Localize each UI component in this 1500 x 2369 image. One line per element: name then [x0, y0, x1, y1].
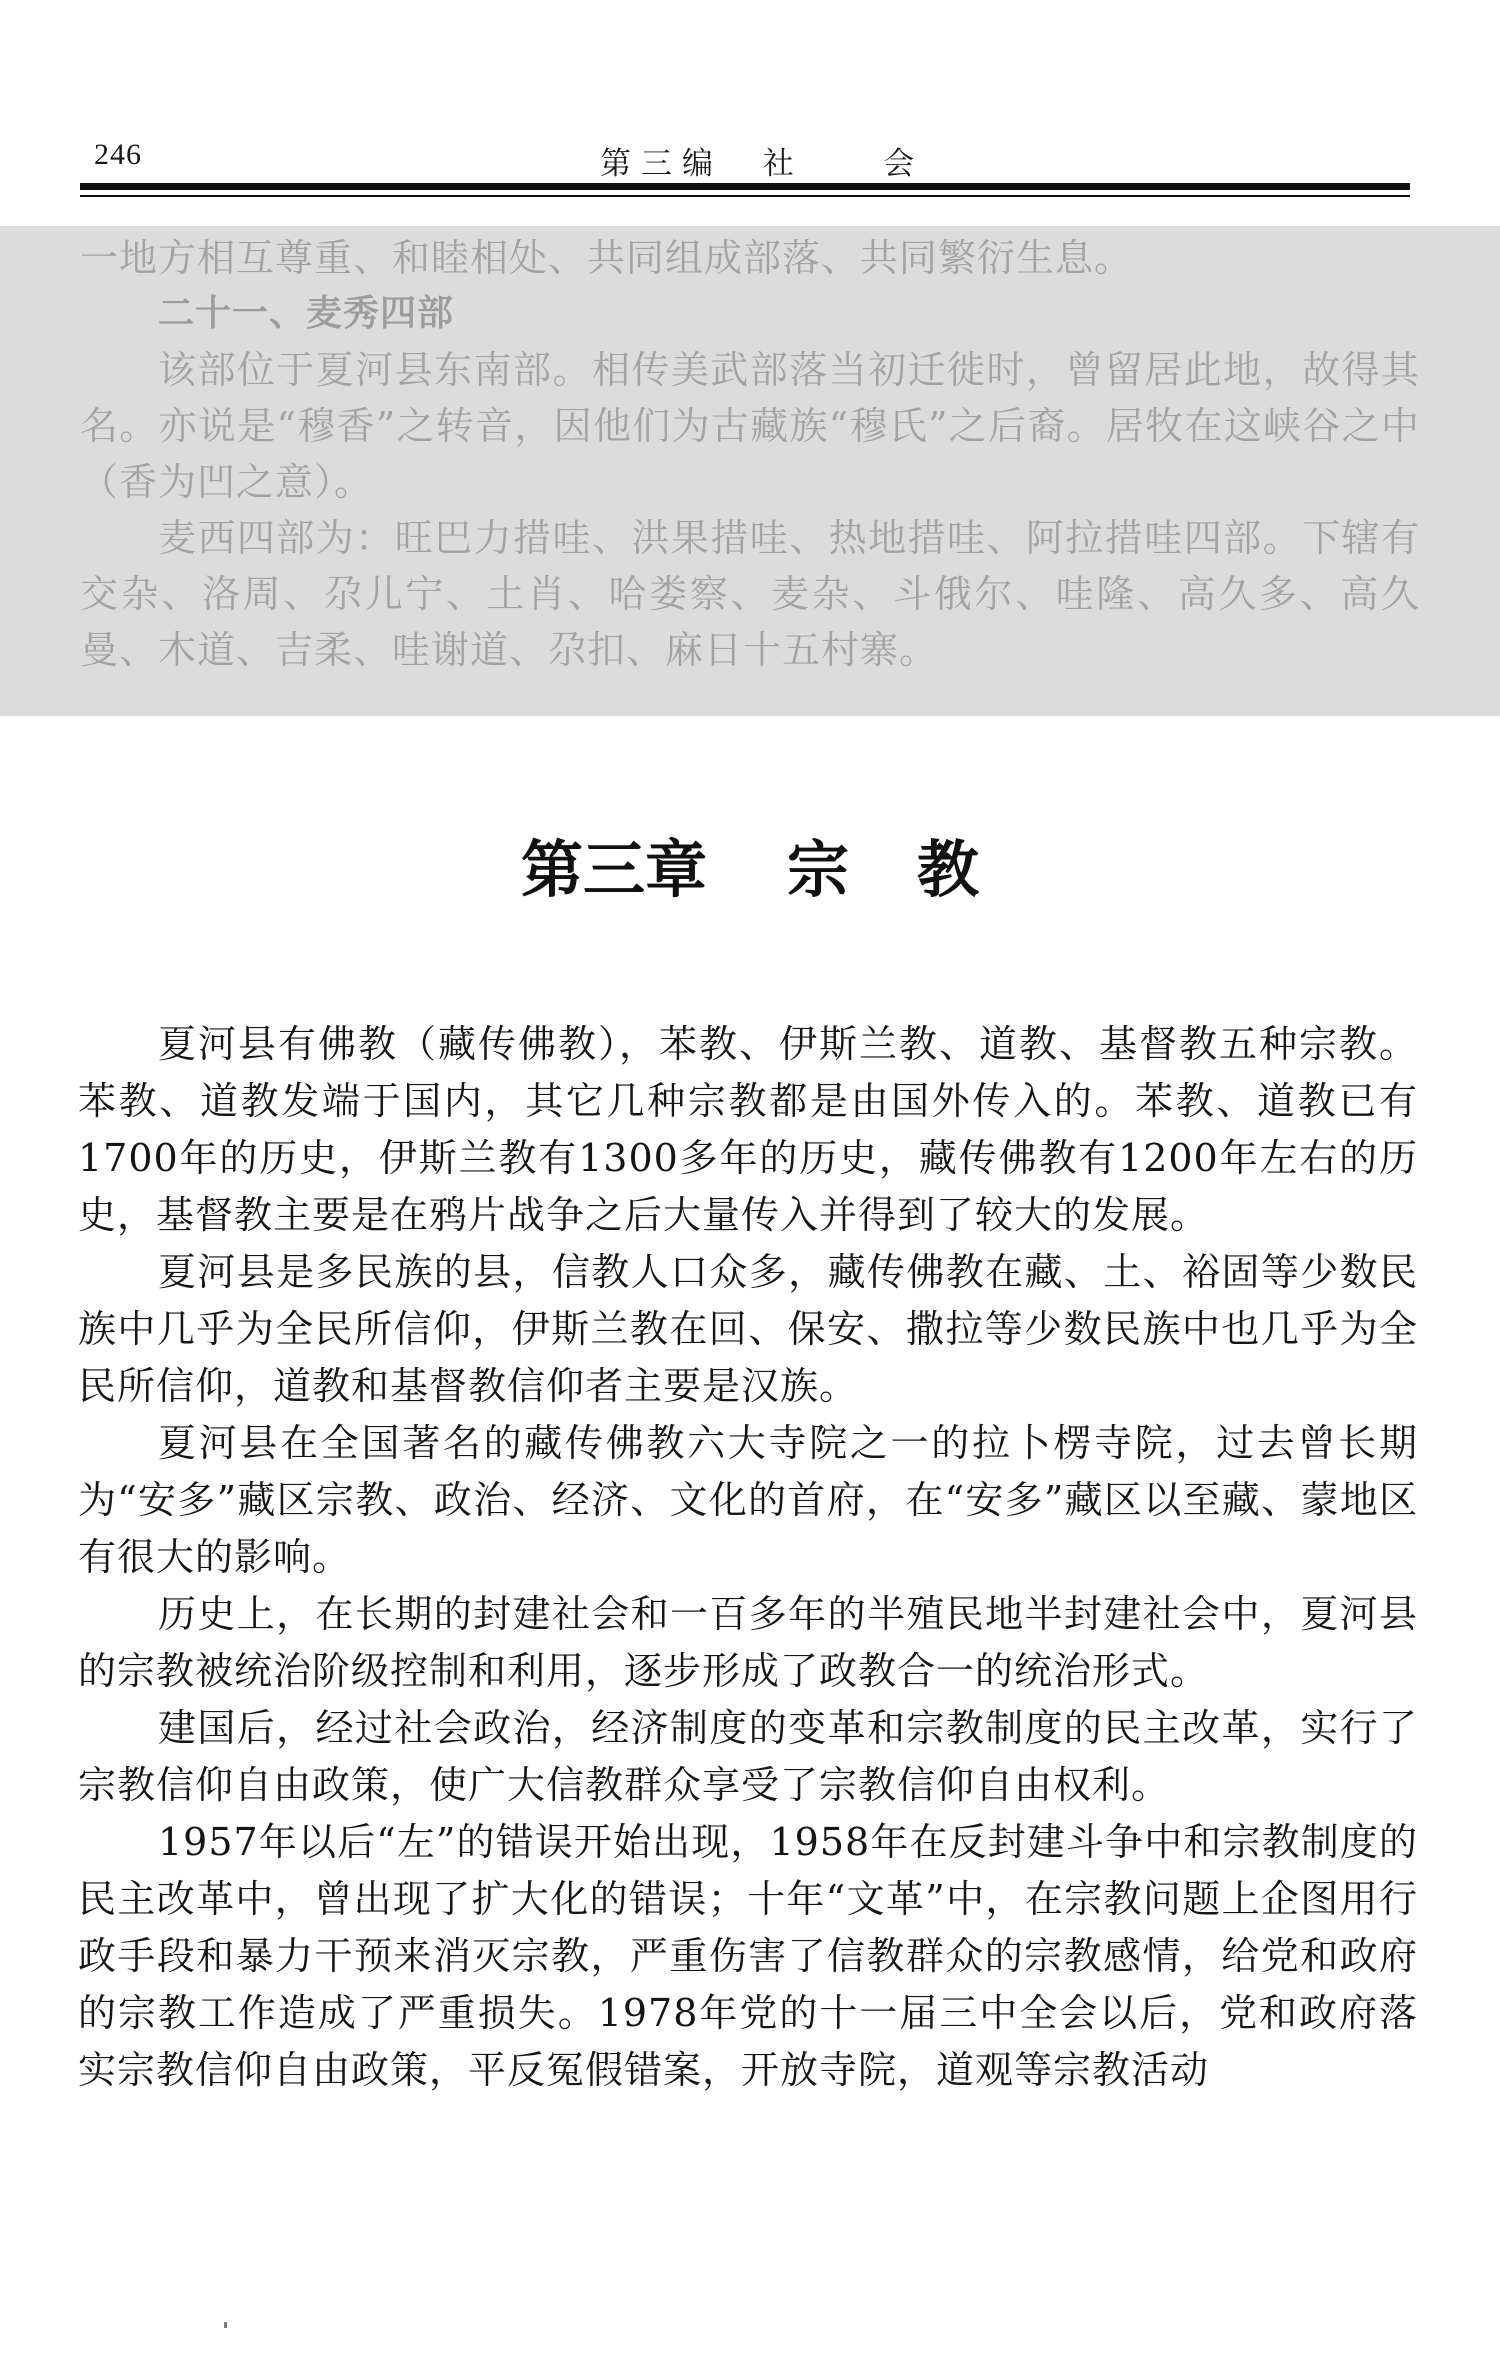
body-paragraph: 夏河县是多民族的县，信教人口众多，藏传佛教在藏、土、裕固等少数民族中几乎为全民所信仰，伊斯兰教在回、保安、撒拉等少数民族中也几乎为全民所信仰，道教和基督教信仰者主要是汉族。 [78, 1250, 1418, 1408]
chapter-number: 第三章 [520, 833, 707, 906]
section-heading: 二十一、麦秀四部 [158, 293, 455, 334]
chapter-name: 宗教 [787, 833, 1048, 906]
scan-speck [224, 2322, 227, 2328]
body-paragraph: 1957年以后“左”的错误开始出现，1958年在反封建斗争中和宗教制度的民主改革中，曾出现了扩大化的错误；十年“文革”中，在宗教问题上企图用行政手段和暴力干预来消灭宗教，严重伤害了信教群众的宗教感情，给党和政府的宗教工作造成了严重损失。1978年党的十一届三中全会以后，党和政府落实宗教信仰自由政策，平反冤假错案，开放寺院，道观等宗教活动 [78, 1820, 1418, 2092]
continuation-paragraph: 一地方相互尊重、和睦相处、共同组成部落、共同繁衍生息。 [80, 236, 1134, 280]
page-number: 246 [94, 138, 142, 171]
faded-paragraph: 该部位于夏河县东南部。相传美武部落当初迁徙时，曾留居此地，故得其名。亦说是“穆香”之转音，因他们为古藏族“穆氏”之后裔。居牧在这峡谷之中（香为凹之意）。 [80, 348, 1420, 504]
body-paragraph: 夏河县有佛教（藏传佛教），苯教、伊斯兰教、道教、基督教五种宗教。苯教、道教发端于国内，其它几种宗教都是由国外传入的。苯教、道教已有1700年的历史，伊斯兰教有1300多年的历史，藏传佛教有1200年左右的历史，基督教主要是在鸦片战争之后大量传入并得到了较大的发展。 [78, 1022, 1418, 1237]
faded-paragraph: 麦西四部为：旺巴力措哇、洪果措哇、热地措哇、阿拉措哇四部。下辖有交杂、洛周、尕儿宁、土肖、哈娄察、麦杂、斗俄尔、哇隆、高久多、高久曼、木道、吉柔、哇谢道、尕扣、麻日十五村寨。 [80, 516, 1420, 672]
faded-section [80, 230, 1420, 678]
body-paragraph: 建国后，经过社会政治，经济制度的变革和宗教制度的民主改革，实行了宗教信仰自由政策，使广大信教群众享受了宗教信仰自由权利。 [78, 1706, 1418, 1807]
body-paragraph: 夏河县在全国著名的藏传佛教六大寺院之一的拉卜楞寺院，过去曾长期为“安多”藏区宗教、政治、经济、文化的首府，在“安多”藏区以至藏、蒙地区有很大的影响。 [78, 1421, 1418, 1579]
header-rule-thick [80, 183, 1410, 190]
page-header [80, 138, 1410, 186]
running-head: 第三编 社 会 [600, 146, 925, 182]
chapter-body [78, 1016, 1418, 2099]
header-rule-thin [80, 195, 1410, 197]
body-paragraph: 历史上，在长期的封建社会和一百多年的半殖民地半封建社会中，夏河县的宗教被统治阶级控制和利用，逐步形成了政教合一的统治形式。 [78, 1592, 1418, 1693]
chapter-title [0, 820, 1500, 909]
